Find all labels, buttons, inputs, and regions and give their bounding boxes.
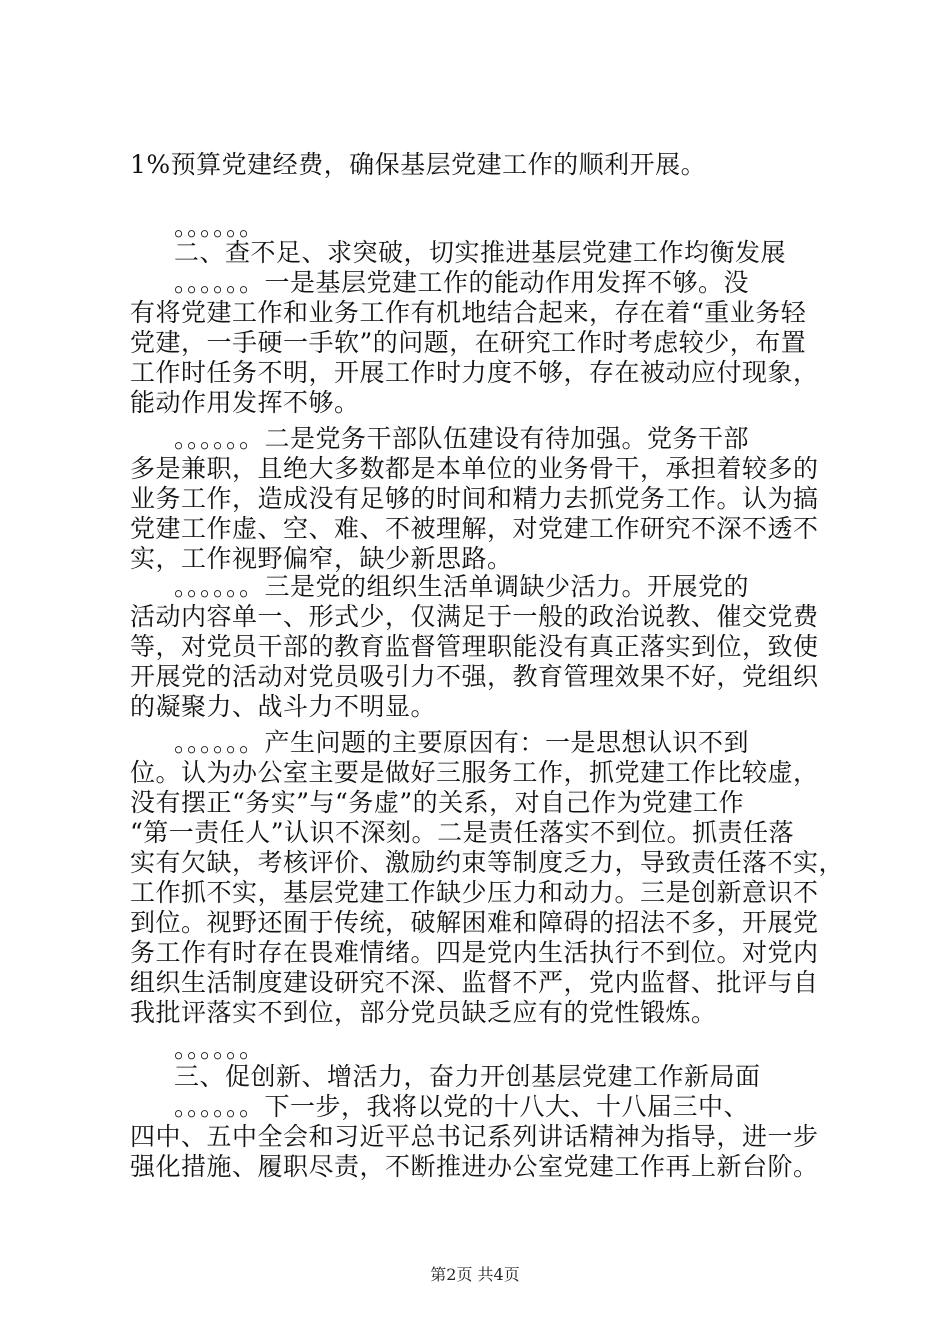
text-line: 等，对党员干部的教育监督管理职能没有真正落实到位，致使 [130,632,819,661]
text-line: 强化措施、履职尽责，不断推进办公室党建工作再上新台阶。 [130,1152,819,1181]
text-line: 有将党建工作和业务工作有机地结合起来，存在着“重业务轻 [130,298,807,327]
text-line: 没有摆正“务实”与“务虚”的关系，对自己作为党建工作 [130,788,745,817]
text-line: 。。。。。。一是基层党建工作的能动作用发挥不够。没 [174,268,750,297]
text-line: 。。。。。。三是党的组织生活单调缺少活力。开展党的 [174,572,750,601]
text-line: 活动内容单一、形式少，仅满足于一般的政治说教、催交党费 [130,602,819,631]
text-line: 组织生活制度建设研究不深、监督不严，党内监督、批评与自 [130,968,819,997]
text-line: 工作抓不实，基层党建工作缺少压力和动力。三是创新意识不 [130,878,819,907]
text-line: 业务工作，造成没有足够的时间和精力去抓党务工作。认为搞 [130,484,819,513]
text-line: 能动作用发挥不够。 [130,388,360,417]
text-line: 1%预算党建经费，确保基层党建工作的顺利开展。 [130,150,707,179]
text-line: 。。。。。。二是党务干部队伍建设有待加强。党务干部 [174,424,750,453]
text-line: 开展党的活动对党员吸引力不强，教育管理效果不好，党组织 [130,662,819,691]
text-line: 。。。。。。产生问题的主要原因有：一是思想认识不到 [174,728,750,757]
text-line: 我批评落实不到位，部分党员缺乏应有的党性锻炼。 [130,998,717,1027]
text-line: 到位。视野还囿于传统，破解困难和障碍的招法不多，开展党 [130,908,819,937]
text-line: 务工作有时存在畏难情绪。四是党内生活执行不到位。对党内 [130,938,819,967]
text-line: 多是兼职，且绝大多数都是本单位的业务骨干，承担着较多的 [130,454,819,483]
text-line: “第一责任人”认识不深刻。二是责任落实不到位。抓责任落 [130,818,795,847]
page-number-footer: 第2页 共4页 [430,1265,520,1284]
text-line: 实有欠缺，考核评价、激励约束等制度乏力，导致责任落不实， [130,848,845,877]
text-line: 党建工作虚、空、难、不被理解，对党建工作研究不深不透不 [130,514,819,543]
text-line: 四中、五中全会和习近平总书记系列讲话精神为指导，进一步 [130,1122,819,1151]
section-heading: 二、查不足、求突破，切实推进基层党建工作均衡发展 [174,238,787,267]
text-line: 。。。。。。下一步，我将以党的十八大、十八届三中、 [174,1092,750,1121]
text-line: 党建，一手硬一手软”的问题，在研究工作时考虑较少，布置 [130,328,807,357]
text-line: 工作时任务不明，开展工作时力度不够，存在被动应付现象， [130,358,819,387]
text-line: 位。认为办公室主要是做好三服务工作，抓党建工作比较虚， [130,758,819,787]
section-heading: 三、促创新、增活力，奋力开创基层党建工作新局面 [174,1062,761,1091]
text-line: 的凝聚力、战斗力不明显。 [130,692,437,721]
separator-dots: 。。。。。。 [174,212,265,241]
separator-dots: 。。。。。。 [174,1034,265,1063]
text-line: 实，工作视野偏窄，缺少新思路。 [130,544,513,573]
